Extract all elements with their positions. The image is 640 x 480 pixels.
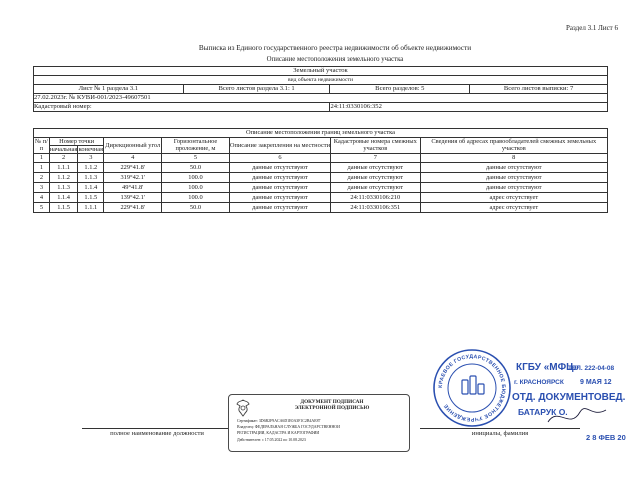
stamp-name: БАТАРУК О. (518, 407, 568, 417)
total-sections: Всего разделов: 5 (330, 85, 470, 94)
document-subtitle: Описание местоположения земельного участка (266, 56, 404, 63)
name-caption: инициалы, фамилия (471, 430, 529, 437)
esign-certificate: Сертификат: 3D6B2F9ACA6D1E0A3F1C2B4AE87 (237, 419, 321, 423)
total-sheets-extract: Всего листов выписки: 7 (470, 85, 608, 94)
object-type: Земельный участок (34, 67, 608, 76)
object-type-caption: вид объекта недвижимости (34, 76, 608, 85)
cadastral-value: 24:11:0330106:352 (330, 103, 608, 112)
esign-validity: Действителен: с 17.05.2022 по 10.08.2023 (237, 438, 306, 442)
cell-adjacent: данные отсутствуют (331, 173, 421, 183)
cell-start: 1.1.1 (49, 163, 77, 173)
col-point-number-header: Номер точки (49, 137, 103, 145)
cell-length: 100.0 (162, 183, 230, 193)
cell-num: 5 (34, 203, 50, 213)
esign-title (259, 399, 405, 411)
table-row (34, 173, 608, 183)
cell-length: 50.0 (162, 163, 230, 173)
mfc-logo-icon (462, 376, 484, 394)
cell-angle: 139°42.1' (104, 193, 162, 203)
cell-length: 100.0 (162, 193, 230, 203)
section-sheet-label: Раздел 3.1 Лист 6 (566, 24, 618, 32)
cadastral-label: Кадастровый номер: (34, 103, 330, 112)
col-index: 2 (49, 154, 77, 163)
boundaries-title: Описание местоположения границ земельного участка (34, 129, 608, 138)
date-number: 27.02.2023г. № КУВИ-001/2023-49607501 (34, 94, 608, 103)
stamp-dept: ОТД. ДОКУМЕНТОВЕД. (512, 392, 626, 403)
coat-of-arms-icon (235, 399, 251, 417)
position-signature-line (82, 428, 232, 429)
cell-length: 100.0 (162, 173, 230, 183)
cell-angle: 319°42.1' (104, 173, 162, 183)
cell-fixation: данные отсутствуют (229, 183, 330, 193)
cell-end: 1.1.2 (78, 163, 104, 173)
cell-fixation: данные отсутствуют (229, 173, 330, 183)
position-caption: полное наименование должности (110, 430, 204, 437)
cell-owners: адрес отсутствует (420, 203, 607, 213)
cell-owners: данные отсутствуют (420, 183, 607, 193)
col-start-header: начальная (49, 145, 78, 153)
cell-adjacent: данные отсутствуют (331, 163, 421, 173)
cell-owners: данные отсутствуют (420, 163, 607, 173)
col-end-header: конечная (78, 145, 104, 153)
cell-num: 1 (34, 163, 50, 173)
cell-owners: данные отсутствуют (420, 173, 607, 183)
col-fixation-header: Описание закрепления на местности (229, 137, 330, 153)
esign-title-line1: ДОКУМЕНТ ПОДПИСАН (300, 399, 364, 405)
col-owners-header: Сведения об адресах правообладателей смежных земельных участков (420, 137, 607, 153)
electronic-signature-box (228, 394, 410, 452)
sheet-label: Лист № 1 раздела 3.1 (34, 85, 184, 94)
col-num-header: № п/п (35, 138, 48, 153)
col-index: 5 (162, 154, 230, 163)
total-sheets-section: Всего листов раздела 3.1: 1 (183, 85, 330, 94)
col-length-header: Горизонтальное проложение, м (162, 137, 230, 153)
cell-num: 3 (34, 183, 50, 193)
cell-end: 1.1.1 (78, 203, 104, 213)
stamp-tel: ТЕЛ. 222-04-08 (568, 365, 615, 372)
esign-title-line2: ЭЛЕКТРОННОЙ ПОДПИСЬЮ (294, 405, 370, 411)
cell-fixation: данные отсутствуют (229, 203, 330, 213)
mfc-stamp (430, 340, 626, 450)
cell-angle: 229°41.8' (104, 163, 162, 173)
stamp-ring-textpath: КРАЕВОЕ ГОСУДАРСТВЕННОЕ БЮДЖЕТНОЕ УЧРЕЖДЕНИЕ (437, 353, 507, 423)
cell-angle: 49°41.8' (104, 183, 162, 193)
col-index: 8 (420, 154, 607, 163)
column-index-row (34, 154, 608, 163)
col-direction-header: Дирекционный угол (104, 137, 162, 153)
cell-angle: 229°41.8' (104, 203, 162, 213)
col-index: 6 (229, 154, 330, 163)
cell-owners: адрес отсутствует (420, 193, 607, 203)
cell-adjacent: данные отсутствуют (331, 183, 421, 193)
table-row (34, 203, 608, 213)
stamp-graphic (430, 340, 626, 450)
cell-fixation: данные отсутствуют (229, 163, 330, 173)
esign-owner-line2: РЕГИСТРАЦИИ, КАДАСТРА И КАРТОГРАФИИ (237, 431, 320, 435)
col-index: 4 (104, 154, 162, 163)
cell-fixation: данные отсутствуют (229, 193, 330, 203)
cell-start: 1.1.2 (49, 173, 77, 183)
table-row (34, 163, 608, 173)
cell-num: 2 (34, 173, 50, 183)
cell-start: 1.1.3 (49, 183, 77, 193)
cell-adjacent: 24:11:0330106:210 (331, 193, 421, 203)
cell-end: 1.1.3 (78, 173, 104, 183)
cell-length: 50.0 (162, 203, 230, 213)
table-row (34, 183, 608, 193)
col-index: 1 (34, 154, 50, 163)
cell-end: 1.1.5 (78, 193, 104, 203)
col-index: 7 (331, 154, 421, 163)
cell-end: 1.1.4 (78, 183, 104, 193)
table-row (34, 193, 608, 203)
col-index: 3 (78, 154, 104, 163)
stamp-city: г. КРАСНОЯРСК (514, 379, 564, 386)
col-adjacent-header: Кадастровые номера смежных участков (331, 137, 421, 153)
cell-adjacent: 24:11:0330106:351 (331, 203, 421, 213)
summary-table (33, 66, 608, 112)
stamp-ring-inner (448, 364, 496, 412)
document-title: Выписка из Единого государственного реестра недвижимости об объекте недвижимости (198, 44, 472, 52)
stamp-line1: КГБУ «МФЦ» (516, 362, 580, 373)
cell-num: 4 (34, 193, 50, 203)
cell-start: 1.1.4 (49, 193, 77, 203)
cell-start: 1.1.5 (49, 203, 77, 213)
stamp-ring-outer (434, 350, 510, 426)
stamp-street: 9 МАЯ 12 (580, 379, 612, 386)
boundaries-table (33, 128, 608, 213)
esign-owner-line1: Владелец: ФЕДЕРАЛЬНАЯ СЛУЖБА ГОСУДАРСТВЕННОЙ (237, 425, 340, 429)
stamp-date: 2 8 ФЕВ 20 (586, 433, 626, 442)
